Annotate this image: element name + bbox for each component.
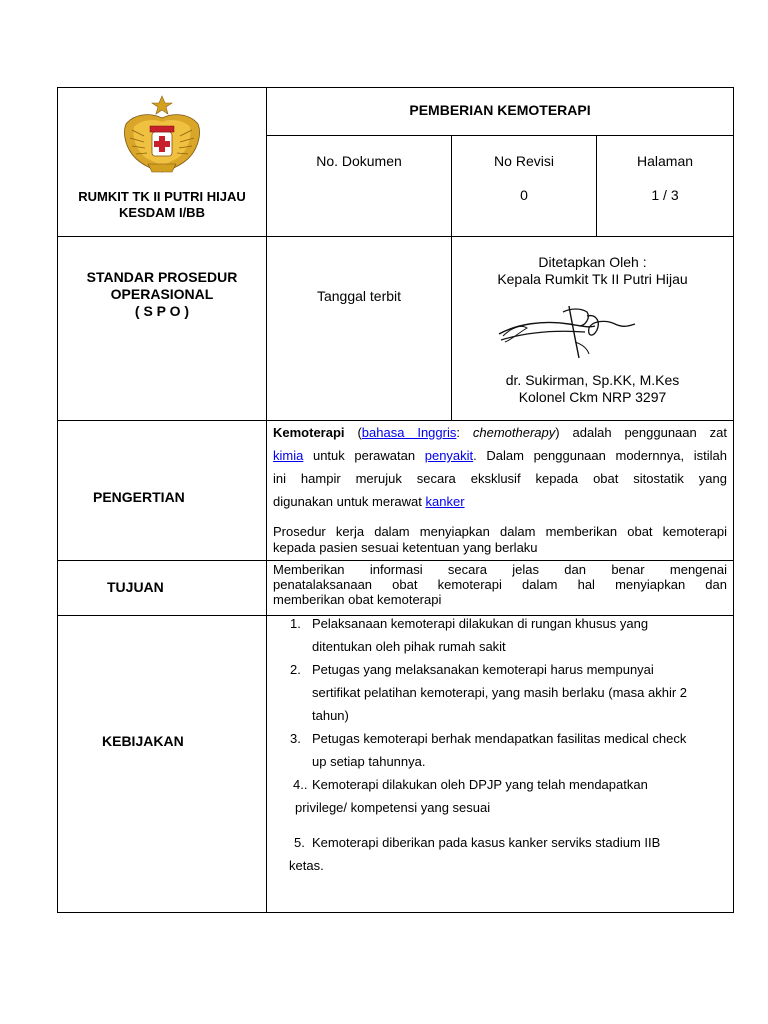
item-line: privilege/ kompetensi yang sesuai xyxy=(295,800,491,815)
no-revisi-label: No Revisi xyxy=(494,153,554,169)
halaman-divider xyxy=(596,135,597,237)
kebijakan-item xyxy=(273,831,727,877)
signature xyxy=(497,302,637,362)
tanggal-terbit-label: Tanggal terbit xyxy=(316,288,402,304)
no-revisi-value: 0 xyxy=(520,187,528,203)
column-divider xyxy=(266,87,267,913)
spo-heading xyxy=(58,269,266,320)
halaman-value: 1 / 3 xyxy=(651,187,679,203)
kebijakan-label: KEBIJAKAN xyxy=(102,733,184,749)
paren-open: ( xyxy=(357,425,362,440)
item-number: 3. xyxy=(290,731,301,746)
halaman-label: Halaman xyxy=(636,153,694,169)
border-bottom xyxy=(57,912,734,913)
item-number: 2. xyxy=(290,662,301,677)
pengertian-line-1 xyxy=(273,421,727,444)
tujuan-line-1: Memberikan informasi secara jelas dan benar mengenai xyxy=(273,562,727,577)
no-dokumen-label: No. Dokumen xyxy=(316,153,402,169)
pengertian-content xyxy=(273,421,727,556)
link-bahasa-inggris[interactable]: bahasa Inggris xyxy=(361,425,457,440)
spo-line-1: STANDAR PROSEDUR xyxy=(86,269,238,285)
line-1-rest: ) adalah penggunaan zat xyxy=(555,425,727,440)
pengertian-divider xyxy=(57,560,734,561)
link-kanker[interactable]: kanker xyxy=(425,494,465,509)
item-line: tahun) xyxy=(312,708,349,723)
kebijakan-item xyxy=(273,612,727,658)
pengertian-label: PENGERTIAN xyxy=(93,489,185,505)
item-number: 4.. xyxy=(293,777,308,792)
line-2-rest: . Dalam penggunaan modernnya, istilah xyxy=(473,448,727,463)
tujuan-line-2: penatalaksanaan obat kemoterapi dalam hal menyiapkan dan xyxy=(273,577,727,592)
item-line: Pelaksanaan kemoterapi dilakukan di rungan khusus yang xyxy=(312,616,649,631)
ditetapkan-block xyxy=(452,254,733,288)
item-line: Kemoterapi diberikan pada kasus kanker serviks stadium IIB xyxy=(312,835,661,850)
item-line: Petugas kemoterapi berhak mendapatkan fasilitas medical check xyxy=(312,731,687,746)
prosedur-line-1: Prosedur kerja dalam menyiapkan dalam memberikan obat kemoterapi xyxy=(273,524,727,539)
kesdam-emblem-logo xyxy=(120,94,204,178)
kebijakan-item xyxy=(273,773,727,819)
institution-line-2: KESDAM I/BB xyxy=(119,205,205,220)
ditetapkan-line-1: Ditetapkan Oleh : xyxy=(538,254,647,270)
signer-name: dr. Sukirman, Sp.KK, M.Kes xyxy=(505,372,680,388)
tujuan-content xyxy=(273,562,727,607)
link-kimia[interactable]: kimia xyxy=(273,448,304,463)
border-right xyxy=(733,87,734,913)
pengertian-line-2 xyxy=(273,444,727,467)
spo-line-2: OPERASIONAL xyxy=(110,286,214,302)
item-number: 5. xyxy=(294,835,305,850)
spo-document xyxy=(57,87,734,913)
institution-name xyxy=(58,189,266,221)
logo-cell xyxy=(58,88,266,236)
prosedur-line-2: kepada pasien sesuai ketentuan yang berlaku xyxy=(273,540,538,555)
term-chemotherapy: chemotherapy xyxy=(472,425,556,440)
signer-block xyxy=(452,372,733,406)
line-2-mid: untuk perawatan xyxy=(312,448,416,463)
colon: : xyxy=(456,425,460,440)
pengertian-line-4 xyxy=(273,490,727,513)
item-line: Petugas yang melaksanakan kemoterapi harus mempunyai xyxy=(312,662,654,677)
term-kemoterapi: Kemoterapi xyxy=(273,425,345,440)
item-line: ketas. xyxy=(289,858,324,873)
line-4-text: digunakan untuk merawat xyxy=(273,494,422,509)
item-line: ditentukan oleh pihak rumah sakit xyxy=(312,639,506,654)
revisi-divider xyxy=(451,135,452,237)
spo-line-3: ( S P O ) xyxy=(134,303,190,319)
link-penyakit[interactable]: penyakit xyxy=(424,448,474,463)
item-number: 1. xyxy=(290,616,301,631)
item-line: sertifikat pelatihan kemoterapi, yang masih berlaku (masa akhir 2 xyxy=(312,685,688,700)
tujuan-label: TUJUAN xyxy=(107,579,164,595)
kebijakan-item xyxy=(273,658,727,727)
ditetapkan-line-2: Kepala Rumkit Tk II Putri Hijau xyxy=(497,271,688,287)
signer-rank: Kolonel Ckm NRP 3297 xyxy=(518,389,667,405)
pengertian-line-3: ini hampir merujuk secara eksklusif kepada obat sitostatik yang xyxy=(273,471,727,486)
kebijakan-content xyxy=(273,612,727,877)
item-line: Kemoterapi dilakukan oleh DPJP yang telah mendapatkan xyxy=(312,777,648,792)
title-divider xyxy=(266,135,734,136)
header-divider xyxy=(57,236,734,237)
institution-line-1: RUMKIT TK II PUTRI HIJAU xyxy=(78,189,246,204)
kebijakan-item xyxy=(273,727,727,773)
kebijakan-list xyxy=(273,612,727,877)
item-line: up setiap tahunnya. xyxy=(312,754,426,769)
document-title: PEMBERIAN KEMOTERAPI xyxy=(409,102,591,118)
tujuan-line-3: memberikan obat kemoterapi xyxy=(273,592,442,607)
